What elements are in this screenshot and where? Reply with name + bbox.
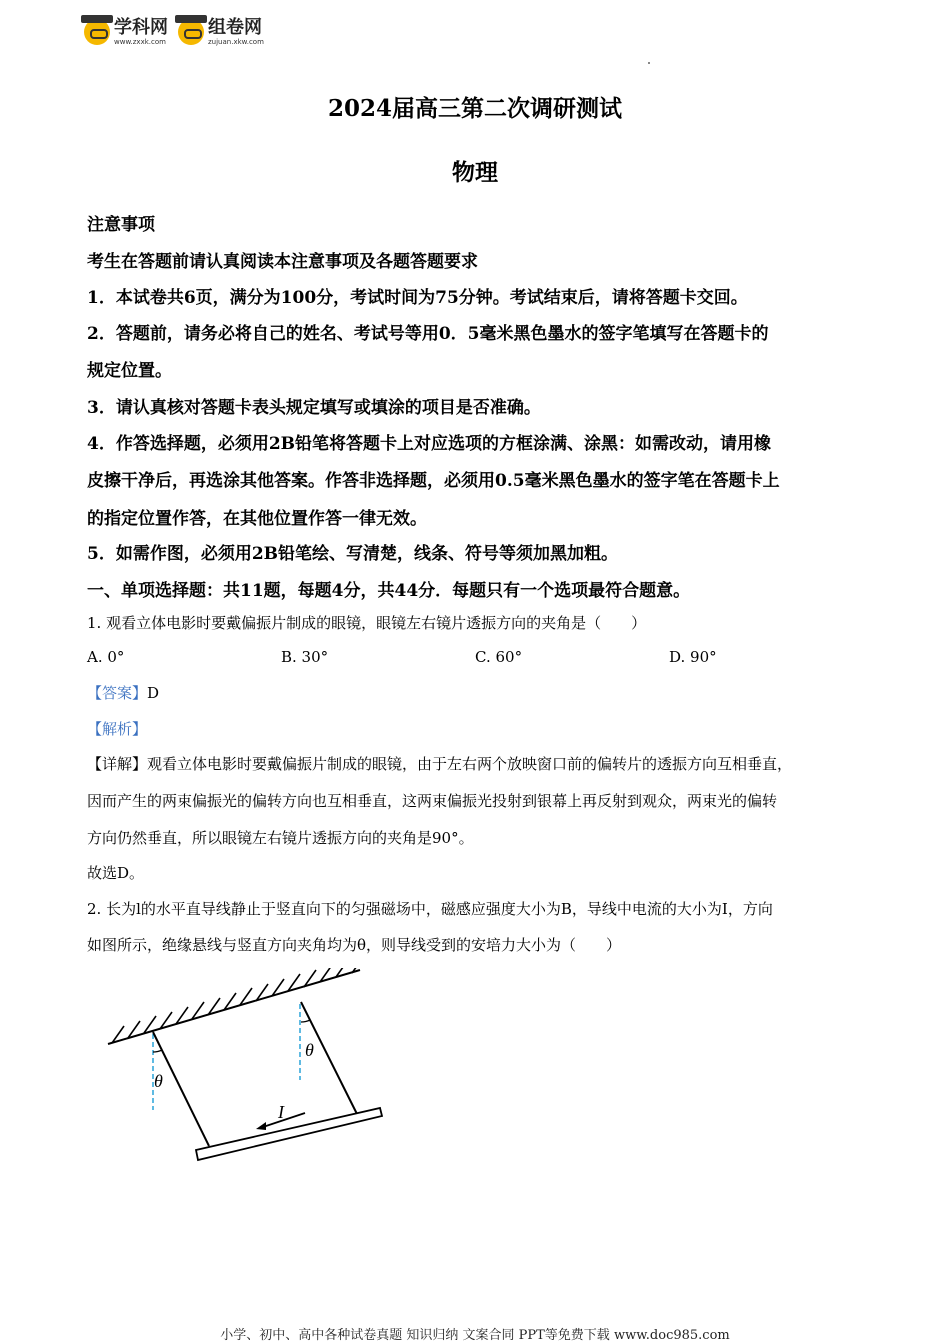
notice-intro: 考生在答题前请认真阅读本注意事项及各题答题要求 — [87, 252, 478, 272]
page-footer: 小学、初中、高中各种试卷真题 知识归纳 文案合同 PPT等免费下载 www.doc985.com — [220, 1328, 730, 1343]
q1-conclusion: 故选D。 — [87, 864, 145, 882]
notice-item: 5．如需作图，必须用2B铅笔绘、写清楚，线条、符号等须加黑加粗。 — [87, 544, 619, 564]
logo-bar — [84, 14, 264, 50]
stray-dot — [648, 62, 650, 64]
answer-value: D — [147, 684, 160, 702]
q1-answer — [87, 682, 864, 703]
theta-label-left: θ — [154, 1071, 163, 1091]
current-arrowhead — [256, 1122, 266, 1130]
q1-analysis-label — [87, 718, 864, 739]
ceiling-line — [108, 970, 360, 1044]
mascot-icon — [84, 19, 110, 45]
notice-item: 2．答题前，请务必将自己的姓名、考试号等用0．5毫米黑色墨水的签字笔填写在答题卡的 — [87, 324, 769, 344]
angle-arc-right — [301, 1020, 310, 1022]
q1-option-b: B. 30° — [281, 648, 329, 666]
q1-detail-line — [87, 753, 864, 774]
notice-item: 3．请认真核对答题卡表头规定填写或填涂的项目是否准确。 — [87, 398, 541, 418]
q1-option-a: A. 0° — [87, 648, 125, 666]
notice-item: 1．本试卷共6页，满分为100分，考试时间为75分钟。考试结束后，请将答题卡交回。 — [87, 288, 748, 308]
q2-stem-line2: 如图所示，绝缘悬线与竖直方向夹角均为θ，则导线受到的安培力大小为（ ） — [87, 936, 622, 954]
q2-figure — [100, 968, 390, 1168]
answer-label: 【答案】 — [87, 684, 148, 702]
q1-option-d: D. 90° — [669, 648, 717, 666]
wire-rod — [196, 1108, 382, 1160]
detail-label: 【详解】 — [87, 755, 148, 773]
mascot-icon — [178, 19, 204, 45]
subject-title: 物理 — [452, 159, 498, 186]
q1-detail-line: 因而产生的两束偏振光的偏转方向也互相垂直，这两束偏振光投射到银幕上再反射到观众，两束光的偏转 — [87, 792, 778, 810]
notice-item: 规定位置。 — [87, 361, 172, 381]
logo-url: zujuan.xkw.com — [208, 37, 264, 46]
logo-name: 组卷网 — [208, 16, 262, 38]
detail-text: 观看立体电影时要戴偏振片制成的眼镜，由于左右两个放映窗口前的偏转片的透振方向互相垂直， — [147, 755, 793, 773]
zujuanwang-logo — [178, 16, 264, 46]
q1-stem: 1. 观看立体电影时要戴偏振片制成的眼镜，眼镜左右镜片透振方向的夹角是（ ） — [87, 614, 647, 632]
xuekewang-logo — [84, 16, 168, 46]
logo-name: 学科网 — [114, 16, 168, 38]
section-heading: 一、单项选择题：共11题，每题4分，共44分．每题只有一个选项最符合题意。 — [87, 581, 691, 601]
notice-item: 4．作答选择题，必须用2B铅笔将答题卡上对应选项的方框涂满、涂黑：如需改动，请用橡 — [87, 434, 772, 454]
q1-detail-line: 方向仍然垂直，所以眼镜左右镜片透振方向的夹角是90°。 — [87, 829, 474, 847]
q1-option-c: C. 60° — [475, 648, 523, 666]
angle-arc-left — [153, 1050, 162, 1052]
theta-label-right: θ — [305, 1040, 314, 1060]
logo-url: www.zxxk.com — [114, 37, 166, 46]
notice-heading: 注意事项 — [87, 215, 155, 235]
exam-title: 2024届高三第二次调研测试 — [327, 95, 622, 122]
analysis-label: 【解析】 — [87, 720, 148, 738]
current-label: I — [278, 1102, 284, 1122]
notice-item: 皮擦干净后，再选涂其他答案。作答非选择题，必须用0.5毫米黑色墨水的签字笔在答题卡上 — [87, 471, 780, 491]
notice-item: 的指定位置作答，在其他位置作答一律无效。 — [87, 509, 427, 529]
q2-stem-line1: 2. 长为l的水平直导线静止于竖直向下的匀强磁场中，磁感应强度大小为B，导线中电流的大小为I，方向 — [87, 900, 773, 918]
